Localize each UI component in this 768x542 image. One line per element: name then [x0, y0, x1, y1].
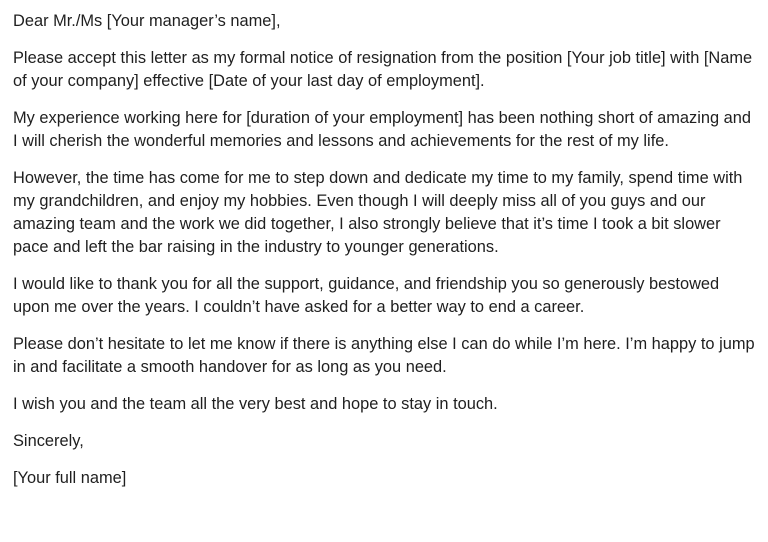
signature: [Your full name]: [13, 469, 127, 487]
salutation: Dear Mr./Ms [Your manager’s name],: [13, 12, 281, 30]
paragraph-notice: Please accept this letter as my formal notice of resignation from the position [Your job title] with [Name of your company] effective [Date of your last day of employment].: [13, 49, 753, 90]
paragraph-thanks: I would like to thank you for all the support, guidance, and friendship you so generously bestowed upon me over the years. I couldn’t have asked for a better way to end a career.: [13, 275, 720, 316]
paragraph-experience: My experience working here for [duration of your employment] has been nothing short of amazing and I will cherish the wonderful memories and lessons and achievements for the rest of my life.: [13, 109, 751, 150]
paragraph-handover: Please don’t hesitate to let me know if there is anything else I can do while I’m here. I’m happy to jump in and facilitate a smooth handover for as long as you need.: [13, 335, 755, 376]
paragraph-wishes: I wish you and the team all the very best and hope to stay in touch.: [13, 395, 498, 413]
paragraph-reason: However, the time has come for me to step down and dedicate my time to my family, spend time with my grandchildren, and enjoy my hobbies. Even though I will deeply miss all of you guys and our amazing team and the work we did together, I also strongly believe that it’s time I took a bit slower pace and left the bar raising in the industry to younger generations.: [13, 169, 743, 256]
closing: Sincerely,: [13, 432, 84, 450]
resignation-letter: [13, 10, 758, 504]
